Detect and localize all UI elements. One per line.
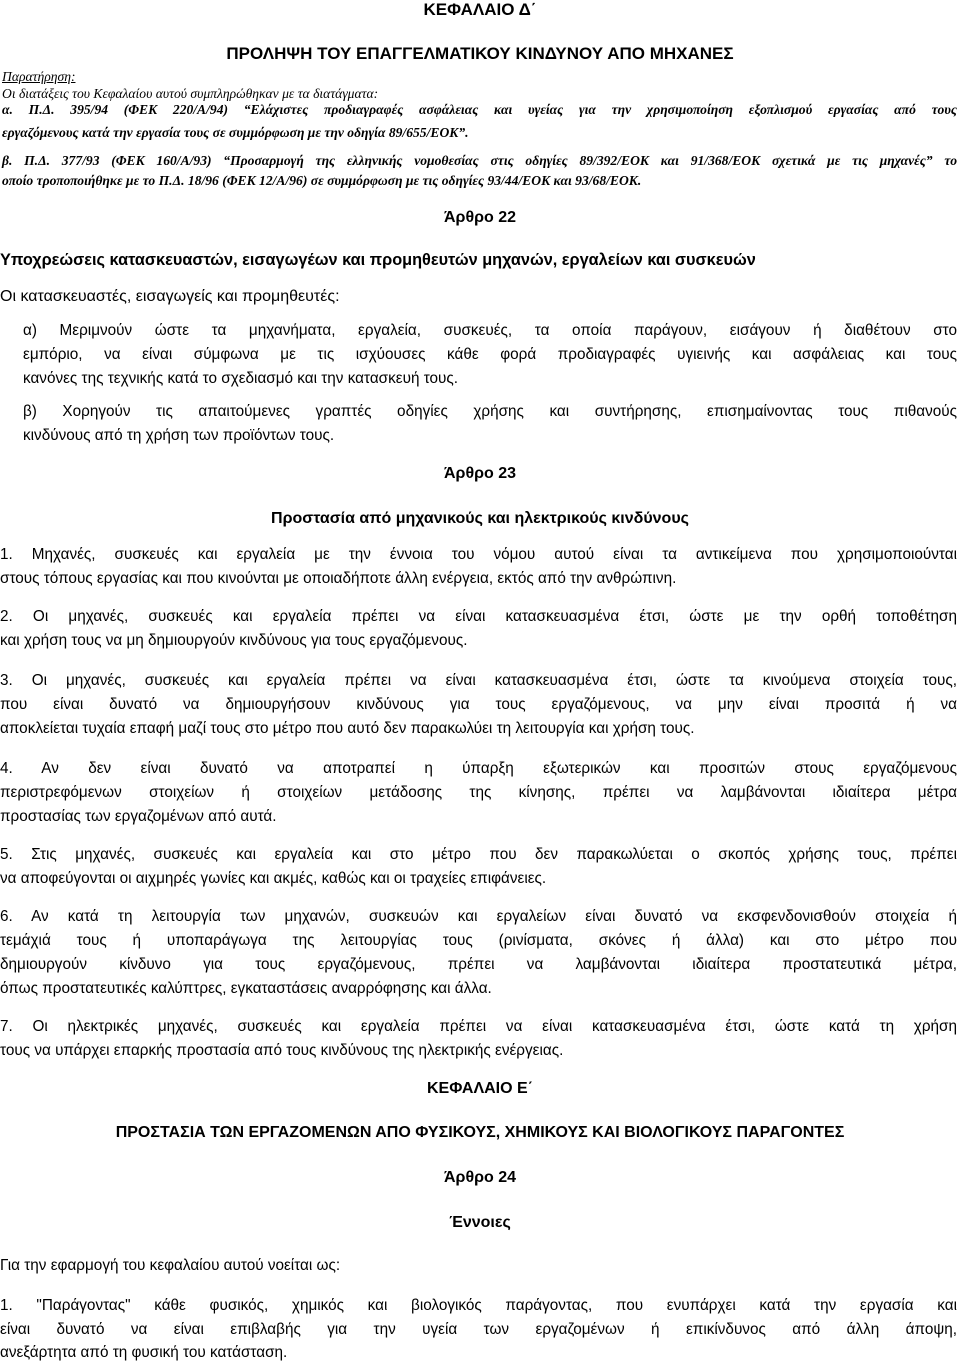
article-22-item-a-line2: εμπόριο, να είναι σύμφωνα με τις ισχύουσες κάθε φορά προδιαγραφές υγιεινής και ασφάλειας και τους (23, 346, 957, 363)
article-23-p3-line1: 3. Οι μηχανές, συσκευές και εργαλεία πρέπει να είναι κατασκευασμένα έτσι, ώστε τα κινούμενα στοιχεία τους, (0, 672, 957, 689)
article-24-heading: Έννοιες (449, 1214, 511, 1231)
article-23-p5-line2: να αποφεύγονται οι αιχμηρές γωνίες και ακμές, καθώς και οι τραχείες επιφάνειες. (0, 870, 547, 887)
article-23-p7-line2: τους να υπάρχει επαρκής προστασία από τους κινδύνους της ηλεκτρικής ενέργειας. (0, 1042, 564, 1059)
chapter-title: ΚΕΦΑΛΑΙΟ Δ΄ (423, 0, 537, 19)
article-23-p2-line1: 2. Οι μηχανές, συσκευές και εργαλεία πρέπει να είναι κατασκευασμένα έτσι, ώστε με την ορθή τοποθέτηση (0, 608, 957, 625)
article-23-title: Άρθρο 23 (443, 465, 516, 482)
article-23-p1-line1: 1. Μηχανές, συσκευές και εργαλεία με την έννοια του νόμου αυτού είναι τα αντικείμενα που χρησιμοποιούνται (0, 546, 957, 563)
article-22-intro: Οι κατασκευαστές, εισαγωγείς και προμηθευτές: (0, 288, 340, 305)
article-22-item-a-line1: α) Μεριμνούν ώστε τα μηχανήματα, εργαλεία, συσκευές, τα οποία παράγουν, εισάγουν ή διαθέτουν στο (23, 322, 957, 339)
article-24-p1-line2: είναι δυνατό να είναι επιβλαβής για την υγεία των εργαζομένων ή επικίνδυνος από άλλη άποψη, (0, 1321, 957, 1338)
chapter-e-subtitle: ΠΡΟΣΤΑΣΙΑ ΤΩΝ ΕΡΓΑΖΟΜΕΝΩΝ ΑΠΟ ΦΥΣΙΚΟΥΣ, ΧΗΜΙΚΟΥΣ ΚΑΙ ΒΙΟΛΟΓΙΚΟΥΣ ΠΑΡΑΓΟΝΤΕΣ (115, 1124, 845, 1141)
article-23-p6-line3: δημιουργούν κίνδυνο για τους εργαζόμενους, πρέπει να λαμβάνονται ιδιαίτερα προστατευτικά μέτρα, (0, 956, 957, 973)
article-24-intro: Για την εφαρμογή του κεφαλαίου αυτού νοείται ως: (0, 1257, 341, 1274)
note-item-a-line1: α. Π.Δ. 395/94 (ΦΕΚ 220/Α/94) “Ελάχιστες προδιαγραφές ασφάλειας και υγείας για την χρησιμοποίηση εξοπλισμού εργασίας από τους (2, 102, 957, 117)
article-22-heading: Υποχρεώσεις κατασκευαστών, εισαγωγέων και προμηθευτών μηχανών, εργαλείων και συσκευών (0, 251, 756, 269)
note-label: Παρατήρηση: (2, 69, 76, 84)
chapter-e-title: ΚΕΦΑΛΑΙΟ Ε΄ (426, 1080, 534, 1097)
article-23-p6-line4: όπως προστατευτικές καλύπτρες, εγκαταστάσεις αναρρόφησης και άλλα. (0, 980, 492, 997)
note-item-b-line2: οποίο τροποποιήθηκε με το Π.Δ. 18/96 (ΦΕΚ 12/Α/96) σε συμμόρφωση με τις οδηγίες 93/44/ΕΟΚ και 93/68/ΕΟΚ. (2, 173, 642, 188)
article-24-p1-line1: 1. "Παράγοντας" κάθε φυσικός, χημικός και βιολογικός παράγοντας, που ενυπάρχει κατά την εργασία και (0, 1297, 957, 1314)
article-22-item-a-line3: κανόνες της τεχνικής κατά το σχεδιασμό και την κατασκευή τους. (23, 370, 459, 387)
article-23-heading: Προστασία από μηχανικούς και ηλεκτρικούς κινδύνους (271, 510, 689, 527)
article-23-p3-line2: που είναι δυνατό να δημιουργήσουν κινδύνους για τους εργαζόμενους, να μην είναι προσιτά ή να (0, 696, 957, 713)
article-22-item-b-line1: β) Χορηγούν τις απαιτούμενες γραπτές οδηγίες χρήσης και συντήρησης, επισημαίνοντας τους πιθανούς (23, 403, 957, 420)
article-23-p6-line2: τεμάχιά τους ή υποπαράγωγα της λειτουργίας τους (ρινίσματα, σκόνες ή άλλα) και στο μέτρο που (0, 932, 957, 949)
article-23-p4-line1: 4. Αν δεν είναι δυνατό να αποτραπεί η ύπαρξη εξωτερικών και προσιτών στους εργαζόμενους (0, 760, 957, 777)
note-intro: Οι διατάξεις του Κεφαλαίου αυτού συμπληρώθηκαν με τα διατάγματα: (2, 86, 379, 101)
note-item-b-line1: β. Π.Δ. 377/93 (ΦΕΚ 160/Α/93) “Προσαρμογή της ελληνικής νομοθεσίας στις οδηγίες 89/392/ΕΟΚ και 91/368/ΕΟΚ σχετικά με τις μηχανές” το (2, 153, 957, 168)
article-23-p4-line3: προστασίας των εργαζομένων από αυτά. (0, 808, 277, 825)
article-24-p1-line3: ανεξάρτητα από τη φυσική του κατάσταση. (0, 1344, 288, 1361)
note-item-a-line2: εργαζόμενους κατά την εργασία τους σε συμμόρφωση με την οδηγία 89/655/ΕΟΚ”. (2, 125, 469, 140)
article-22-item-b-line2: κινδύνους από τη χρήση των προϊόντων τους. (23, 427, 335, 444)
chapter-subtitle: ΠΡΟΛΗΨΗ ΤΟΥ ΕΠΑΓΓΕΛΜΑΤΙΚΟΥ ΚΙΝΔΥΝΟΥ ΑΠΟ ΜΗΧΑΝΕΣ (226, 44, 734, 63)
article-22-title: Άρθρο 22 (443, 209, 516, 226)
article-24-title: Άρθρο 24 (443, 1169, 516, 1186)
article-23-p5-line1: 5. Στις μηχανές, συσκευές και εργαλεία και στο μέτρο που δεν παρακωλύεται ο σκοπός χρήσης τους, πρέπει (0, 846, 957, 863)
article-23-p4-line2: περιστρεφόμενων στοιχείων ή στοιχείων μετάδοσης της κίνησης, πρέπει να λαμβάνονται ιδιαίτερα μέτρα (0, 784, 957, 801)
article-23-p2-line2: και χρήση τους να μη δημιουργούν κινδύνους για τους εργαζόμενους. (0, 632, 468, 649)
article-23-p7-line1: 7. Οι ηλεκτρικές μηχανές, συσκευές και εργαλεία πρέπει να είναι κατασκευασμένα έτσι, ώστε κατά τη χρήση (0, 1018, 957, 1035)
article-23-p1-line2: στους τόπους εργασίας και που κινούνται με οποιαδήποτε άλλη ενέργεια, εκτός από την ανθρώπινη. (0, 570, 677, 587)
article-23-p6-line1: 6. Αν κατά τη λειτουργία των μηχανών, συσκευών και εργαλείων είναι δυνατό να εκσφενδονισθούν στοιχεία ή (0, 908, 957, 925)
article-23-p3-line3: αποκλείεται τυχαία επαφή μαζί τους στο μέτρο που αυτό δεν παρακωλύει τη λειτουργία και χρήση τους. (0, 720, 695, 737)
